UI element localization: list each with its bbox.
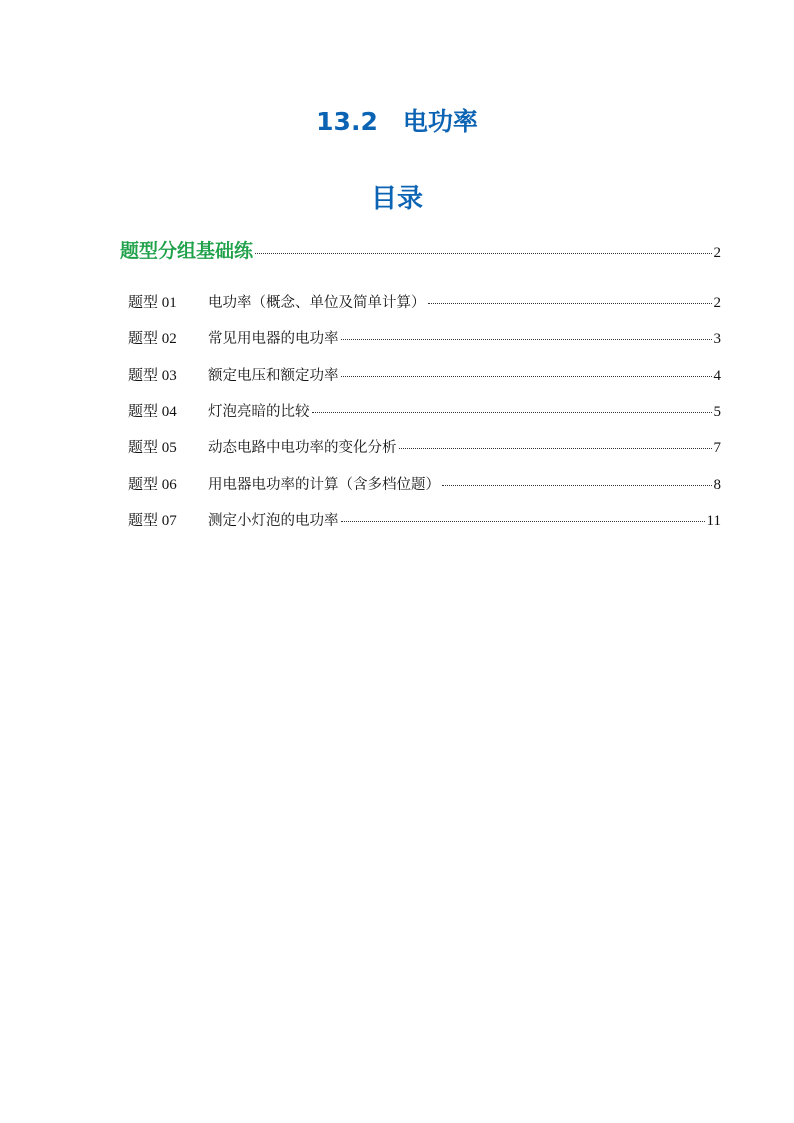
toc-entry-page: 11 <box>706 513 721 529</box>
toc-entry-number: 题型 04 <box>128 404 177 420</box>
toc-entry-number: 题型 06 <box>128 477 177 493</box>
toc-entry-label: 动态电路中电功率的变化分析 <box>208 440 397 456</box>
dot-leader <box>442 485 712 486</box>
toc-section-label: 题型分组基础练 <box>120 240 254 262</box>
toc-entry-page: 2 <box>713 295 721 311</box>
toc-entry-page: 7 <box>713 440 721 456</box>
toc-entry[interactable] <box>128 291 721 315</box>
toc-entry-label: 用电器电功率的计算（含多档位题） <box>208 477 440 493</box>
toc-entry[interactable] <box>128 473 721 497</box>
toc-entry-page: 8 <box>713 477 721 493</box>
toc-heading: 目录 <box>370 184 423 214</box>
dot-leader <box>341 339 712 340</box>
dot-leader <box>399 448 712 449</box>
toc-entry-label: 电功率（概念、单位及简单计算） <box>208 295 426 311</box>
toc-entry-page: 3 <box>713 331 721 347</box>
dot-leader <box>312 412 712 413</box>
toc-entry-page: 5 <box>713 404 721 420</box>
toc-entry[interactable] <box>128 509 721 533</box>
toc-section-entry[interactable] <box>120 236 721 266</box>
toc-entry-number: 题型 03 <box>128 368 177 384</box>
dot-leader <box>255 253 711 254</box>
toc-entry-label: 常见用电器的电功率 <box>208 331 339 347</box>
toc-entry-number: 题型 01 <box>128 295 177 311</box>
toc-entry[interactable] <box>128 364 721 388</box>
toc-entry[interactable] <box>128 327 721 351</box>
toc-entry-number: 题型 05 <box>128 440 177 456</box>
toc-entry-page: 4 <box>713 368 721 384</box>
toc-entry-label: 灯泡亮暗的比较 <box>208 404 310 420</box>
dot-leader <box>428 303 712 304</box>
toc-section-page: 2 <box>713 245 721 261</box>
toc-entry[interactable] <box>128 400 721 424</box>
toc-entry-label: 测定小灯泡的电功率 <box>208 513 339 529</box>
dot-leader <box>341 521 705 522</box>
dot-leader <box>341 376 712 377</box>
toc-entry-number: 题型 02 <box>128 331 177 347</box>
toc-entry[interactable] <box>128 436 721 460</box>
toc-entry-number: 题型 07 <box>128 513 177 529</box>
document-title: 13.2 电功率 <box>316 107 478 136</box>
toc-entry-label: 额定电压和额定功率 <box>208 368 339 384</box>
